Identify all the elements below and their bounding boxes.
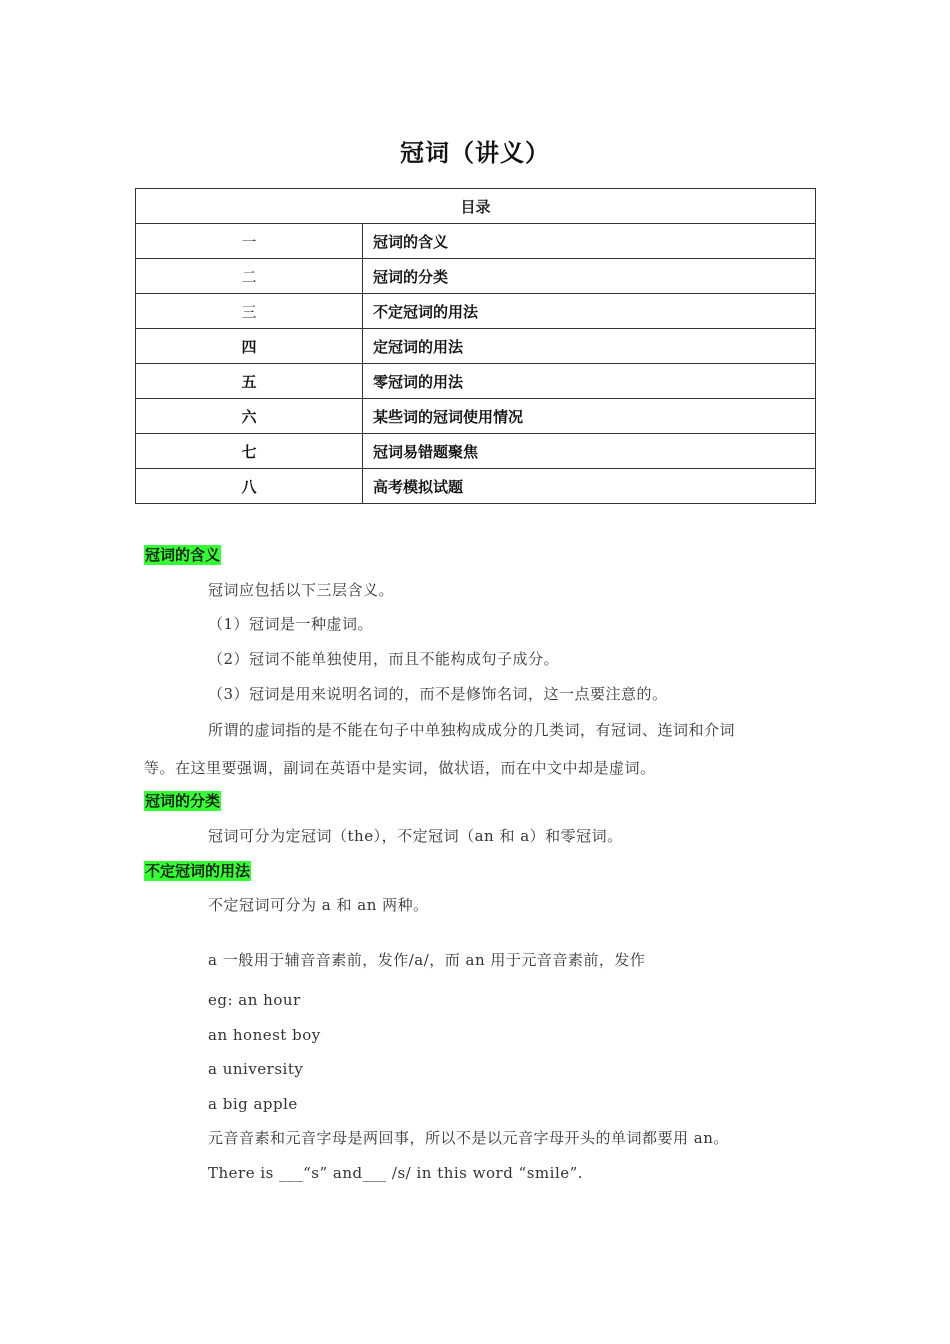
toc-item: 冠词的分类 bbox=[363, 259, 816, 294]
toc-item: 定冠词的用法 bbox=[363, 329, 816, 364]
toc-item: 不定冠词的用法 bbox=[363, 294, 816, 329]
table-row bbox=[136, 224, 816, 259]
toc-header-row bbox=[136, 189, 816, 224]
page-title: 冠词（讲义） bbox=[400, 139, 550, 167]
table-row bbox=[136, 294, 816, 329]
example-line: eg: an hour bbox=[208, 991, 301, 1009]
example-line: a university bbox=[208, 1060, 304, 1078]
paragraph: 元音音素和元音字母是两回事，所以不是以元音字母开头的单词都要用 an。 bbox=[208, 1129, 729, 1147]
table-row bbox=[136, 399, 816, 434]
toc-number: 六 bbox=[136, 399, 363, 434]
toc-item: 零冠词的用法 bbox=[363, 364, 816, 399]
toc-item: 冠词易错题聚焦 bbox=[363, 434, 816, 469]
table-row bbox=[136, 434, 816, 469]
paragraph: （1）冠词是一种虚词。 bbox=[208, 615, 374, 633]
paragraph: 冠词应包括以下三层含义。 bbox=[208, 581, 395, 599]
paragraph: 冠词可分为定冠词（the），不定冠词（an 和 a）和零冠词。 bbox=[208, 827, 623, 845]
section-heading-indefinite: 不定冠词的用法 bbox=[145, 862, 251, 880]
section-heading-classification: 冠词的分类 bbox=[145, 792, 221, 810]
table-row bbox=[136, 329, 816, 364]
exercise-line: There is ___“s” and___ /s/ in this word “smile”. bbox=[208, 1164, 584, 1182]
toc-number: 二 bbox=[136, 259, 363, 294]
toc-item: 冠词的含义 bbox=[363, 224, 816, 259]
paragraph: （2）冠词不能单独使用，而且不能构成句子成分。 bbox=[208, 650, 560, 668]
example-line: a big apple bbox=[208, 1095, 298, 1113]
table-row bbox=[136, 469, 816, 504]
paragraph: 等。在这里要强调，副词在英语中是实词，做状语，而在中文中却是虚词。 bbox=[144, 759, 656, 777]
toc-number: 一 bbox=[136, 224, 363, 259]
paragraph: （3）冠词是用来说明名词的，而不是修饰名词，这一点要注意的。 bbox=[208, 685, 668, 703]
toc-number: 七 bbox=[136, 434, 363, 469]
toc-item: 高考模拟试题 bbox=[363, 469, 816, 504]
toc-header: 目录 bbox=[136, 189, 816, 224]
toc-item: 某些词的冠词使用情况 bbox=[363, 399, 816, 434]
example-line: an honest boy bbox=[208, 1026, 321, 1044]
table-row bbox=[136, 259, 816, 294]
toc-number: 四 bbox=[136, 329, 363, 364]
paragraph: 所谓的虚词指的是不能在句子中单独构成成分的几类词，有冠词、连词和介词 bbox=[208, 721, 736, 739]
toc-number: 八 bbox=[136, 469, 363, 504]
toc-number: 三 bbox=[136, 294, 363, 329]
paragraph: 不定冠词可分为 a 和 an 两种。 bbox=[208, 896, 429, 914]
table-of-contents bbox=[135, 188, 816, 504]
toc-number: 五 bbox=[136, 364, 363, 399]
section-heading-meaning: 冠词的含义 bbox=[145, 546, 221, 564]
paragraph: a 一般用于辅音音素前，发作/a/，而 an 用于元音音素前，发作 bbox=[208, 951, 646, 969]
table-row bbox=[136, 364, 816, 399]
